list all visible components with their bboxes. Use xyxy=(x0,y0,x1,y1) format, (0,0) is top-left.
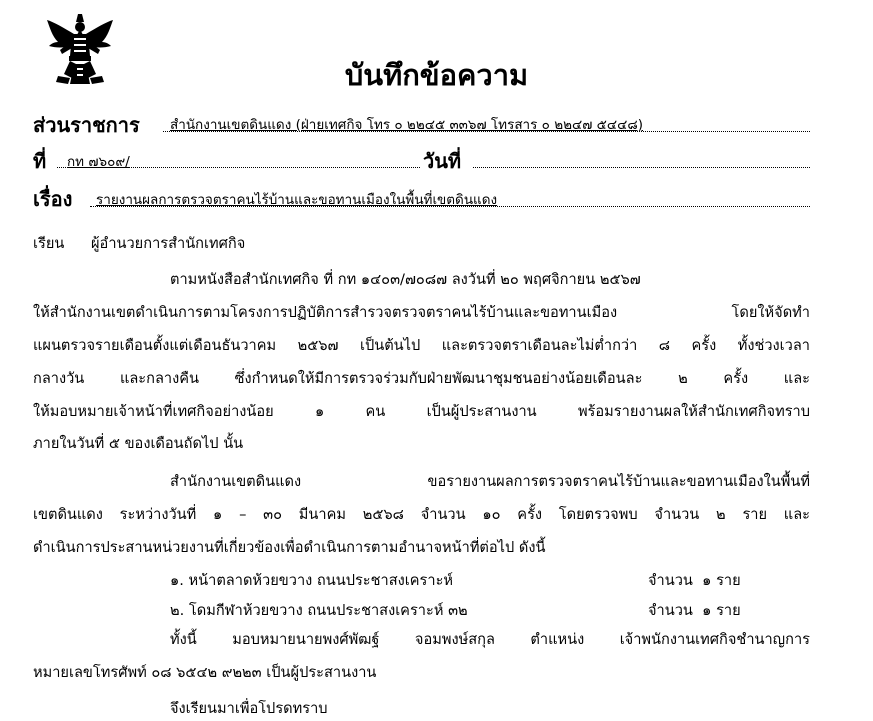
list-item-label: ๑. หน้าตลาดห้วยขวาง ถนนประชาสงเคราะห์ xyxy=(170,572,454,589)
p2-line: สำนักงานเขตดินแดง ขอรายงานผลการตรวจตราคนไร้บ้านและขอทานเมืองในพื้นที่ xyxy=(170,473,810,490)
list-item-count: จำนวน ๑ ราย xyxy=(648,602,741,619)
salutation-value: ผู้อำนวยการสำนักเทศกิจ xyxy=(91,235,246,252)
date-line xyxy=(473,167,810,168)
p1-line: กลางวัน และกลางคืน ซึ่งกำหนดให้มีการตรวจร่วมกับฝ่ายพัฒนาชุมชนอย่างน้อยเดือนละ ๒ ครั้ง และ xyxy=(33,370,810,387)
p2-line: ดำเนินการประสานหน่วยงานที่เกี่ยวข้องเพื่อดำเนินการตามอำนาจหน้าที่ต่อไป ดังนี้ xyxy=(33,539,546,556)
salutation-label: เรียน xyxy=(33,235,65,252)
p3-line: หมายเลขโทรศัพท์ ๐๘ ๖๕๔๒ ๙๒๒๓ เป็นผู้ประสานงาน xyxy=(33,664,377,681)
ref-value: กท ๗๖๐๙/ xyxy=(67,154,130,170)
p1-line: ให้มอบหมายเจ้าหน้าที่เทศกิจอย่างน้อย ๑ คน เป็นผู้ประสานงาน พร้อมรายงานผลให้สำนักเทศกิจทราบ xyxy=(33,403,810,420)
list-item-label: ๒. โดมกีฬาห้วยขวาง ถนนประชาสงเคราะห์ ๓๒ xyxy=(170,602,468,619)
p1-line: ให้สำนักงานเขตดำเนินการตามโครงการปฏิบัติการสำรวจตรวจตราคนไร้บ้านและขอทานเมือง โดยให้จัดทำ xyxy=(33,304,810,321)
p1-line: แผนตรวจรายเดือนตั้งแต่เดือนธันวาคม ๒๕๖๗ เป็นต้นไป และตรวจตราเดือนละไม่ต่ำกว่า ๘ ครั้ง ทั้งช่วงเวลา xyxy=(33,337,810,354)
list-item-count: จำนวน ๑ ราย xyxy=(648,572,741,589)
ref-label: ที่ xyxy=(33,149,47,173)
subject-label: เรื่อง xyxy=(33,187,73,211)
p2-line: เขตดินแดง ระหว่างวันที่ ๑ – ๓๐ มีนาคม ๒๕๖๘ จำนวน ๑๐ ครั้ง โดยตรวจพบ จำนวน ๒ ราย และ xyxy=(33,506,810,523)
subject-value: รายงานผลการตรวจตราคนไร้บ้านและขอทานเมืองในพื้นที่เขตดินแดง xyxy=(96,192,498,208)
memo-title: บันทึกข้อความ xyxy=(344,58,529,92)
p3-line: ทั้งนี้ มอบหมายนายพงศ์พัฒฐ์ จอมพงษ์สกุล ตำแหน่ง เจ้าพนักงานเทศกิจชำนาญการ xyxy=(170,631,810,648)
date-label: วันที่ xyxy=(423,149,462,173)
p1-line: ภายในวันที่ ๕ ของเดือนถัดไป นั้น xyxy=(33,435,244,452)
agency-label: ส่วนราชการ xyxy=(33,113,140,137)
p1-line: ตามหนังสือสำนักเทศกิจ ที่ กท ๑๔๐๓/๗๐๘๗ ลงวันที่ ๒๐ พฤศจิกายน ๒๕๖๗ xyxy=(170,271,641,288)
agency-value: สำนักงานเขตดินแดง (ฝ่ายเทศกิจ โทร ๐ ๒๒๔๕ ๓๓๖๗ โทรสาร ๐ ๒๒๔๗ ๕๔๔๘) xyxy=(170,117,644,133)
closing-line: จึงเรียนมาเพื่อโปรดทราบ xyxy=(170,700,328,717)
